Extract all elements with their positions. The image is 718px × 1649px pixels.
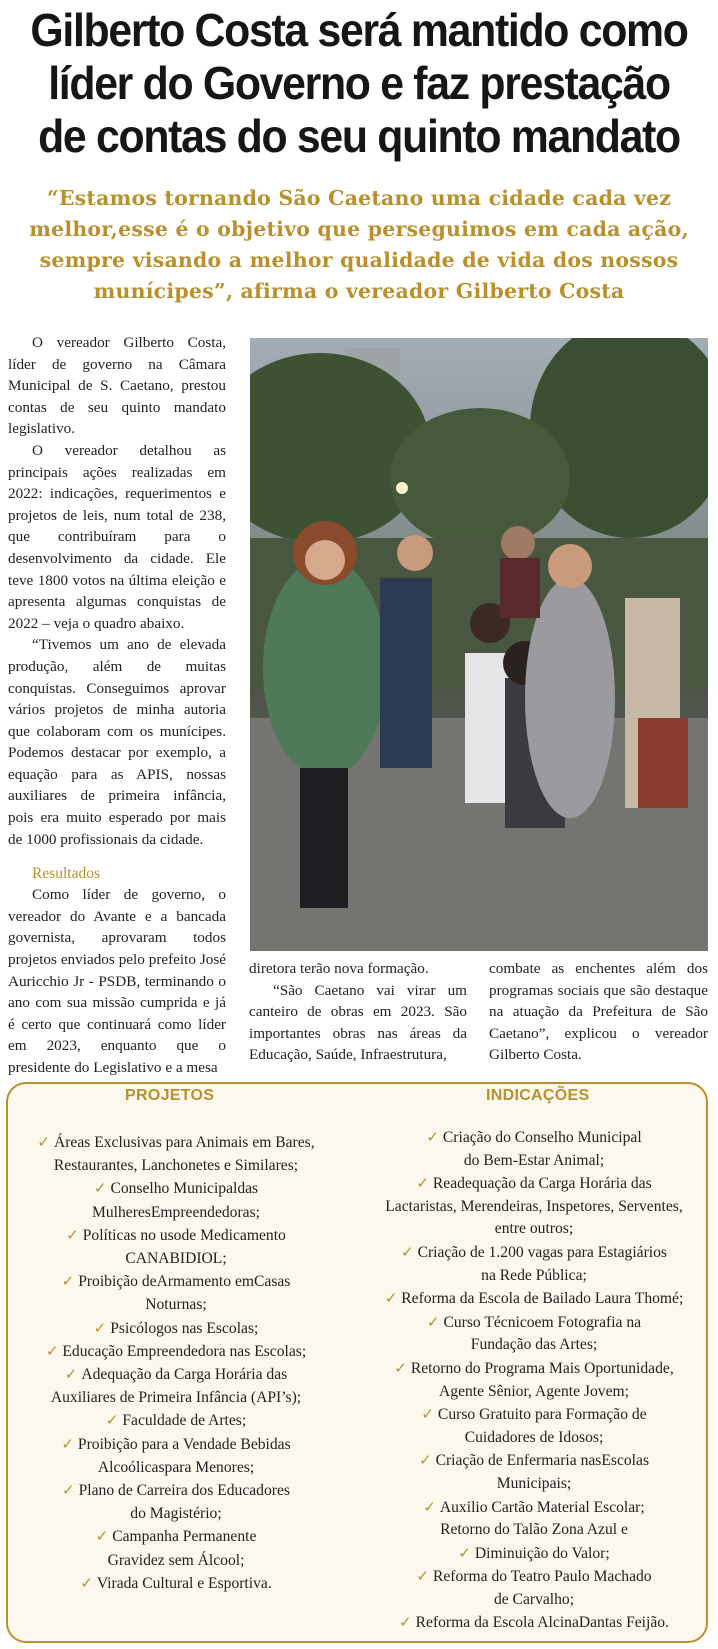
list-item bbox=[362, 1287, 706, 1311]
article-paragraph: diretora terão nova formação. bbox=[249, 960, 429, 977]
list-item-text: do Magistério; bbox=[130, 1505, 222, 1523]
list-item-line bbox=[362, 1565, 706, 1589]
list-item-text: Áreas Exclusivas para Animais em Bares, bbox=[53, 1134, 315, 1151]
check-icon: ✓ bbox=[416, 1174, 429, 1193]
list-item-text: Municipais; bbox=[496, 1474, 572, 1492]
list-item bbox=[362, 1126, 706, 1172]
list-item bbox=[362, 1357, 706, 1403]
subheadline-quote: “Estamos tornando São Caetano uma cidade cada vez melhor,esse é o objetivo que perseguimos em cada ação, sempre visando a melhor qualidade de vida dos nossos munícipes”, afirma o vereador Gilberto Costa bbox=[29, 186, 689, 303]
list-item-text: Gravidez sem Álcool; bbox=[107, 1551, 245, 1569]
list-item-text: CANABIDIOL; bbox=[125, 1250, 227, 1268]
article-paragraph: “São Caetano vai virar um canteiro de obras em 2023. São importantes obras nas áreas da Educação, Saúde, Infraestrutura, bbox=[249, 981, 467, 1064]
check-icon: ✓ bbox=[421, 1405, 434, 1424]
article-column-2 bbox=[249, 958, 467, 1066]
check-icon: ✓ bbox=[384, 1289, 398, 1308]
list-item-text: Cuidadores de Idosos; bbox=[464, 1428, 604, 1446]
check-icon: ✓ bbox=[416, 1567, 429, 1586]
check-icon: ✓ bbox=[426, 1312, 440, 1331]
list-item-line bbox=[12, 1340, 340, 1363]
event-photo bbox=[250, 338, 708, 951]
list-item-text: Auxiliares de Primeira Infância (API’s); bbox=[50, 1389, 302, 1407]
list-item-text: Campanha Permanente bbox=[112, 1528, 257, 1546]
check-icon: ✓ bbox=[93, 1179, 107, 1198]
check-icon: ✓ bbox=[62, 1481, 75, 1500]
list-item-line bbox=[362, 1265, 706, 1288]
list-item-line bbox=[12, 1177, 340, 1200]
list-item-text: Faculdade de Artes; bbox=[122, 1412, 247, 1430]
list-item bbox=[12, 1340, 340, 1363]
check-icon: ✓ bbox=[105, 1411, 119, 1430]
list-item-text: Educação Empreendedora nas Escolas; bbox=[62, 1342, 307, 1360]
list-item bbox=[362, 1565, 706, 1611]
list-item-line bbox=[362, 1611, 706, 1635]
article-paragraph: O vereador Gilberto Costa, líder de governo na Câmara Municipal de S. Caetano, prestou contas de seu quinto mandato legislativo. bbox=[8, 334, 226, 438]
list-item-text: Conselho Municipaldas bbox=[110, 1180, 259, 1198]
list-item-line bbox=[362, 1589, 706, 1612]
check-icon: ✓ bbox=[61, 1272, 75, 1291]
list-item-text: Retorno do Talão Zona Azul e bbox=[440, 1521, 628, 1539]
list-item-text: entre outros; bbox=[494, 1220, 574, 1238]
article-paragraph: combate as enchentes além dos programas sociais que são destaque na atuação da Prefeitura de São Caetano”, explicou o vereador Gilberto Costa. bbox=[489, 960, 708, 1064]
list-item-line bbox=[12, 1386, 340, 1409]
list-item-line bbox=[12, 1525, 340, 1548]
list-item-text: Restaurantes, Lanchonetes e Similares; bbox=[53, 1157, 299, 1175]
list-item-text: MulheresEmpreendedoras; bbox=[91, 1203, 260, 1221]
check-icon: ✓ bbox=[418, 1451, 432, 1470]
indicacoes-title: INDICAÇÕES bbox=[486, 1087, 590, 1104]
list-item-line bbox=[362, 1449, 706, 1473]
list-item-text: Adequação da Carga Horária das bbox=[81, 1366, 288, 1384]
indicacoes-list bbox=[362, 1126, 706, 1635]
check-icon: ✓ bbox=[45, 1341, 59, 1360]
list-item-text: Reforma da Escola de Bailado Laura Thomé; bbox=[401, 1290, 684, 1308]
list-item-line bbox=[362, 1218, 706, 1241]
check-icon: ✓ bbox=[80, 1573, 93, 1592]
list-item bbox=[12, 1224, 340, 1270]
list-item-text: Políticas no usode Medicamento bbox=[82, 1226, 286, 1244]
article-paragraph: Como líder de governo, o vereador do Avante e a bancada governista, aprovaram todos projetos enviados pelo prefeito José Auricchio Jr - PSDB, terminando o ano com sua missão cumprida e já é certo que continuará como líder em 2023, enquanto que o presidente do Legislativo e a mesa bbox=[8, 886, 226, 1076]
check-icon: ✓ bbox=[93, 1318, 107, 1337]
list-item-line bbox=[12, 1131, 340, 1154]
check-icon: ✓ bbox=[426, 1128, 439, 1146]
list-item-line bbox=[12, 1409, 340, 1432]
list-item-text: Virada Cultural e Esportiva. bbox=[96, 1574, 272, 1592]
section-title-results: Resultados bbox=[32, 865, 101, 883]
list-item bbox=[12, 1433, 340, 1479]
list-item bbox=[362, 1311, 706, 1357]
list-item-text: na Rede Pública; bbox=[481, 1266, 587, 1284]
list-item bbox=[12, 1270, 340, 1316]
list-item-text: de Carvalho; bbox=[493, 1590, 575, 1608]
list-item bbox=[12, 1363, 340, 1409]
list-item-text: Plano de Carreira dos Educadores bbox=[78, 1482, 290, 1500]
check-icon: ✓ bbox=[61, 1434, 74, 1453]
list-item bbox=[12, 1177, 340, 1223]
list-item bbox=[12, 1525, 340, 1571]
list-item-line bbox=[362, 1311, 706, 1335]
list-item-line bbox=[362, 1542, 706, 1566]
list-item-text: Fundação das Artes; bbox=[470, 1336, 598, 1354]
list-item-line bbox=[362, 1473, 706, 1496]
check-icon: ✓ bbox=[66, 1225, 79, 1244]
list-item-line bbox=[12, 1479, 340, 1502]
event-photo-illustration bbox=[250, 338, 708, 951]
list-item-text: Curso Gratuito para Formação de bbox=[437, 1406, 647, 1424]
projetos-title: PROJETOS bbox=[125, 1087, 215, 1104]
list-item-line bbox=[362, 1381, 706, 1404]
check-icon: ✓ bbox=[37, 1133, 50, 1151]
list-item-line bbox=[12, 1549, 340, 1572]
check-icon: ✓ bbox=[399, 1613, 412, 1632]
list-item-line bbox=[362, 1126, 706, 1150]
list-item-line bbox=[362, 1196, 706, 1219]
list-item-line bbox=[12, 1363, 340, 1386]
list-item-text: Reforma do Teatro Paulo Machado bbox=[432, 1568, 652, 1586]
list-item-text: Diminuição do Valor; bbox=[474, 1544, 610, 1562]
check-icon: ✓ bbox=[64, 1365, 78, 1384]
list-item-line bbox=[12, 1456, 340, 1479]
list-item-line bbox=[362, 1287, 706, 1311]
list-item-line bbox=[362, 1172, 706, 1196]
list-item bbox=[362, 1611, 706, 1635]
list-item-line bbox=[12, 1201, 340, 1224]
list-item-line bbox=[12, 1247, 340, 1270]
list-item-text: Criação de Enfermaria nasEscolas bbox=[435, 1452, 650, 1470]
list-item-line bbox=[362, 1150, 706, 1173]
check-icon: ✓ bbox=[458, 1543, 471, 1562]
check-icon: ✓ bbox=[423, 1497, 436, 1516]
list-item bbox=[362, 1542, 706, 1566]
list-item-text: Psicólogos nas Escolas; bbox=[110, 1319, 259, 1337]
list-item bbox=[362, 1449, 706, 1495]
list-item-text: Auxilio Cartão Material Escolar; bbox=[439, 1498, 645, 1516]
list-item-line bbox=[12, 1293, 340, 1316]
article-column-1 bbox=[8, 332, 226, 1079]
list-item-text: Curso Técnicoem Fotografia na bbox=[443, 1313, 642, 1331]
list-item-line bbox=[362, 1241, 706, 1265]
list-item bbox=[362, 1496, 706, 1542]
list-item-text: Noturnas; bbox=[145, 1296, 207, 1314]
list-item-line bbox=[362, 1496, 706, 1520]
list-item bbox=[12, 1317, 340, 1340]
list-item bbox=[12, 1479, 340, 1525]
list-item-text: Readequação da Carga Horária das bbox=[432, 1175, 652, 1193]
check-icon: ✓ bbox=[401, 1242, 414, 1261]
list-item-line bbox=[12, 1317, 340, 1340]
list-item bbox=[362, 1172, 706, 1241]
list-item-text: Criação do Conselho Municipal bbox=[442, 1129, 642, 1146]
article-column-3 bbox=[489, 958, 708, 1066]
list-item-line bbox=[362, 1427, 706, 1450]
list-item-line bbox=[362, 1403, 706, 1427]
list-item bbox=[12, 1572, 340, 1595]
list-item bbox=[362, 1241, 706, 1287]
list-item-text: Reforma da Escola AlcinaDantas Feijão. bbox=[415, 1614, 669, 1632]
list-item bbox=[362, 1403, 706, 1449]
list-item-line bbox=[12, 1270, 340, 1293]
projetos-list bbox=[12, 1131, 340, 1595]
list-item-text: Alcoólicaspara Menores; bbox=[97, 1458, 255, 1476]
article-paragraph: “Tivemos um ano de elevada produção, além de muitas conquistas. Conseguimos aprovar vários projetos de minha autoria que colaboram com os munícipes. Podemos destacar por exemplo, a equação para as APIS, nossas auxiliares de primeira infância, pois era muito esperado por mais de 1000 profissionais da cidade. bbox=[8, 636, 226, 848]
list-item-line bbox=[12, 1572, 340, 1595]
list-item-text: do Bem-Estar Animal; bbox=[463, 1151, 605, 1169]
list-item-text: Criação de 1.200 vagas para Estagiários bbox=[417, 1243, 667, 1261]
list-item bbox=[12, 1409, 340, 1432]
list-item-line bbox=[362, 1357, 706, 1381]
check-icon: ✓ bbox=[394, 1358, 407, 1377]
list-item-line bbox=[362, 1334, 706, 1357]
list-item-line bbox=[12, 1433, 340, 1456]
list-item-line bbox=[12, 1224, 340, 1247]
list-item-text: Proibição deArmamento emCasas bbox=[78, 1273, 291, 1291]
list-item-line bbox=[12, 1502, 340, 1525]
list-item-text: Proibição para a Vendade Bebidas bbox=[77, 1435, 291, 1453]
list-item bbox=[12, 1131, 340, 1177]
headline: Gilberto Costa será mantido como líder do Governo e faz prestação de contas do seu quinto mandato bbox=[30, 4, 688, 162]
list-item-line bbox=[12, 1154, 340, 1177]
article-paragraph: O vereador detalhou as principais ações realizadas em 2022: indicações, requerimentos e projetos de leis, num total de 238, que contribuíram para o desenvolvimento da cidade. Ele teve 1800 votos na última eleição e apresenta algumas conquistas de 2022 – veja o quadro abaixo. bbox=[8, 441, 226, 632]
list-item-text: Agente Sênior, Agente Jovem; bbox=[439, 1382, 629, 1400]
check-icon: ✓ bbox=[95, 1527, 109, 1546]
list-item-text: Lactaristas, Merendeiras, Inspetores, Serventes, bbox=[385, 1197, 683, 1215]
list-item-line bbox=[362, 1519, 706, 1542]
list-item-text: Retorno do Programa Mais Oportunidade, bbox=[410, 1359, 674, 1377]
